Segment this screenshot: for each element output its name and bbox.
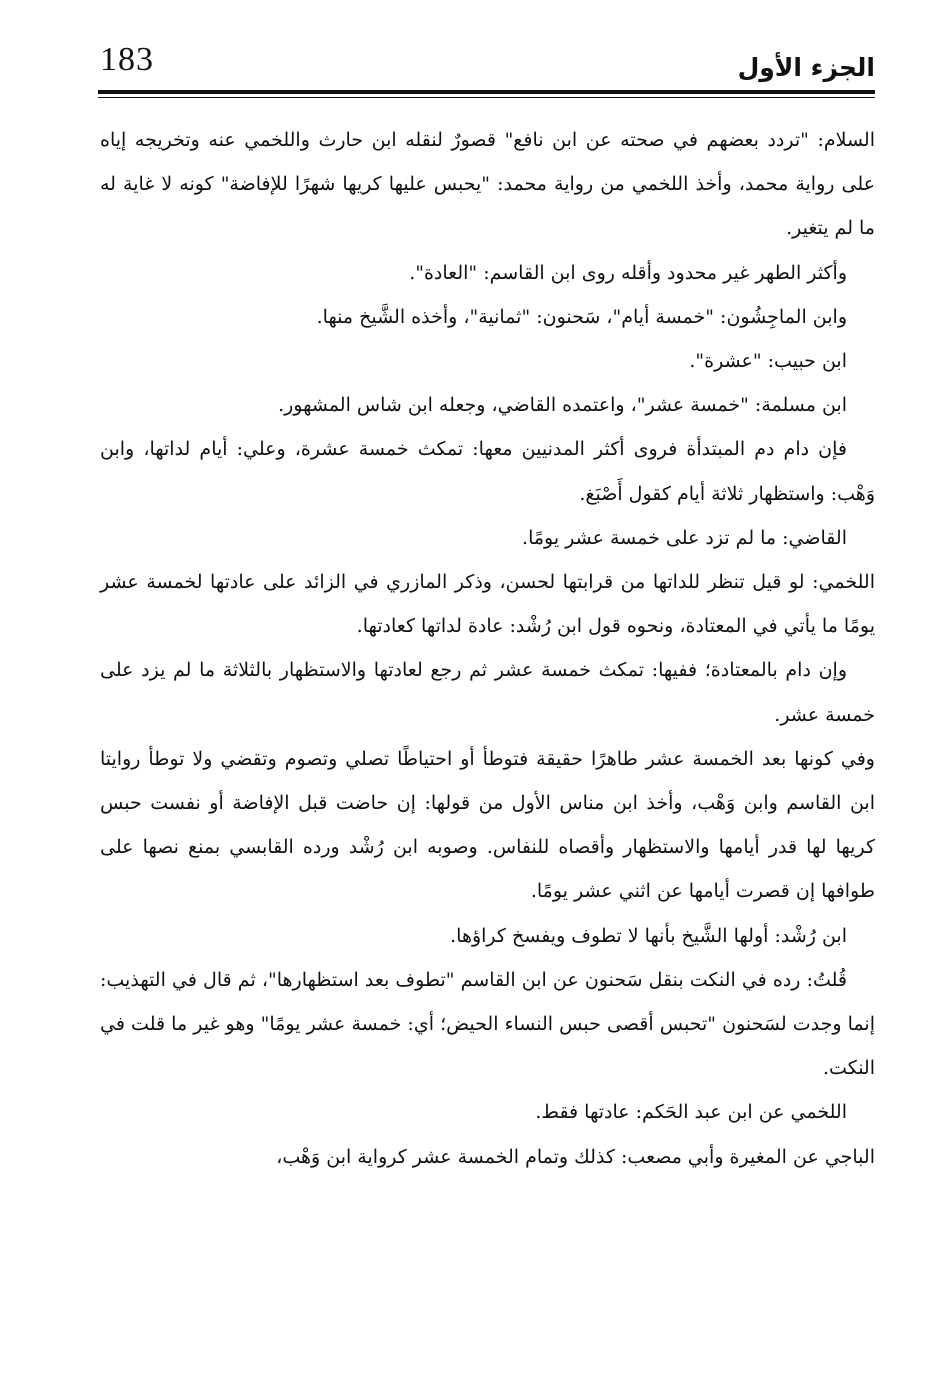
paragraph: القاضي: ما لم تزد على خمسة عشر يومًا. [522, 526, 847, 549]
running-title: الجزء الأول [737, 53, 875, 82]
paragraph: ابن رُشْد: أولها الشَّيخ بأنها لا تطوف ويفسخ كراؤها. [450, 924, 847, 947]
paragraph: ابن مسلمة: "خمسة عشر"، واعتمده القاضي، وجعله ابن شاس المشهور. [278, 394, 847, 417]
paragraph: اللخمي عن ابن عبد الحَكم: عادتها فقط. [535, 1101, 847, 1124]
paragraph: الباجي عن المغيرة وأبي مصعب: كذلك وتمام الخمسة عشر كرواية ابن وَهْب، [276, 1145, 875, 1168]
paragraph: وفي كونها بعد الخمسة عشر طاهرًا حقيقة فتوطأ أو احتياطًا تصلي وتصوم وتقضي ولا توطأ روايتا ابن القاسم وابن وَهْب، وأخذ ابن مناس الأول من قولها: إن حاضت قبل الإفاضة أو نفست حبس كريها لها قدر أيامها والاستظهار وأقصاه للنفاس. وصوبه ابن رُشْد ورده القابسي بمنع نصها على طوافها إن قصرت أيامها عن اثني عشر يومًا. [100, 747, 875, 903]
paragraph: فإن دام دم المبتدأة فروى أكثر المدنيين معها: تمكث خمسة عشرة، وعلي: أيام لداتها، وابن وَهْب: واستظهار ثلاثة أيام كقول أَصْبَغ. [100, 438, 875, 505]
paragraph: ابن حبيب: "عشرة". [689, 350, 847, 373]
paragraph: وابن الماجِشُون: "خمسة أيام"، سَحنون: "ثمانية"، وأخذه الشَّيخ منها. [316, 305, 847, 328]
paragraph: قُلتُ: رده في النكت بنقل سَحنون عن ابن القاسم "تطوف بعد استظهارها"، ثم قال في التهذيب: إنما وجدت لسَحنون "تحبس أقصى حبس النساء الحيض؛ أي: خمسة عشر يومًا" وهو غير ما قلت في النكت. [100, 968, 875, 1080]
header-rule-thin [98, 97, 875, 98]
paragraph: اللخمي: لو قيل تنظر للداتها من قرابتها لحسن، وذكر المازري في الزائد على عادتها لخمسة عشر يومًا ما يأتي في المعتادة، ونحوه قول ابن رُشْد: عادة لداتها كعادتها. [100, 571, 875, 638]
page-number: 183 [100, 41, 154, 78]
paragraph: وإن دام بالمعتادة؛ ففيها: تمكث خمسة عشر ثم رجع لعادتها والاستظهار بالثلاثة ما لم يزد على خمسة عشر. [100, 659, 875, 726]
paragraph: وأكثر الطهر غير محدود وأقله روى ابن القاسم: "العادة". [409, 261, 847, 284]
body-text [100, 118, 875, 1179]
paragraph: السلام: "تردد بعضهم في صحته عن ابن نافع" قصورٌ لنقله ابن حارث واللخمي عنه وتخريجه إياه على رواية محمد، وأخذ اللخمي من رواية محمد: "يحبس عليها كريها شهرًا للإفاضة" كونه لا غاية له ما لم يتغير. [100, 129, 875, 240]
header-rule-thick [98, 90, 875, 94]
